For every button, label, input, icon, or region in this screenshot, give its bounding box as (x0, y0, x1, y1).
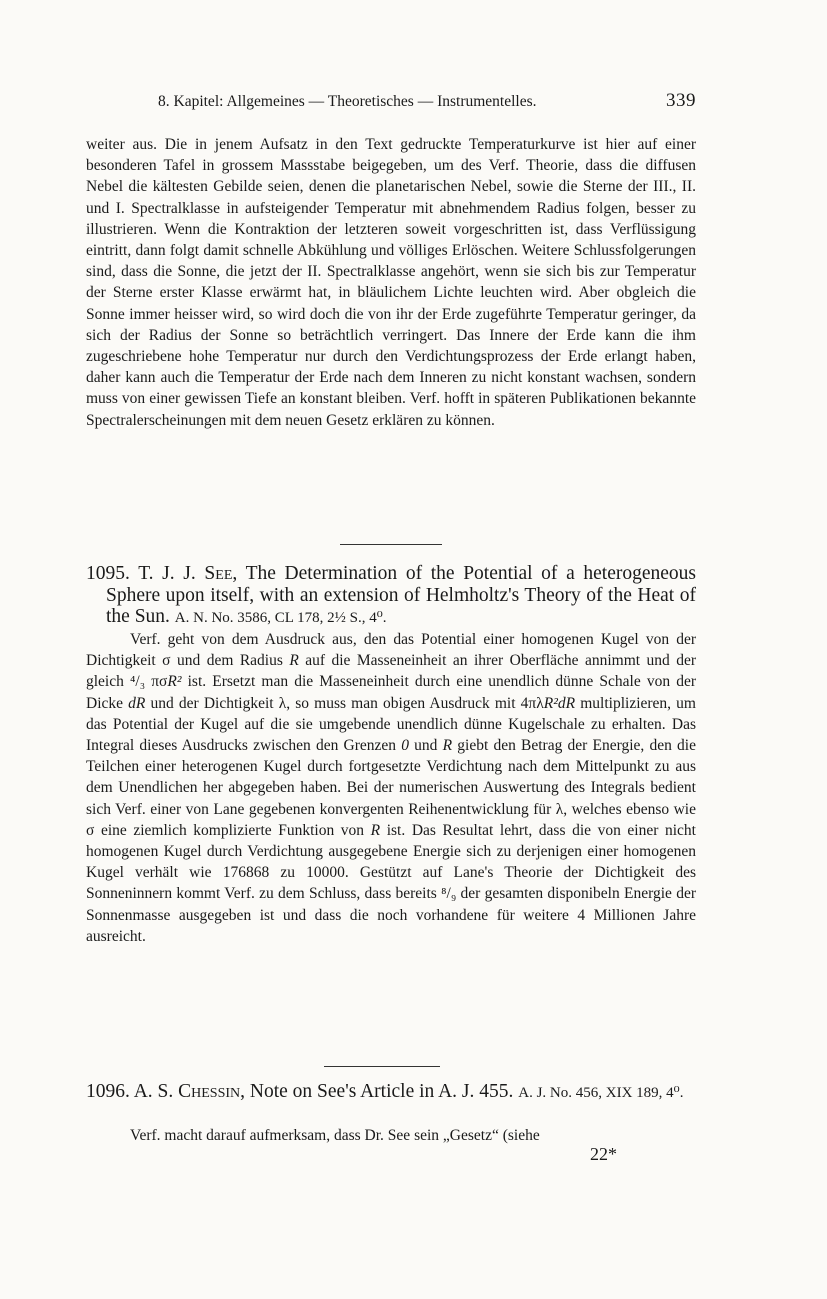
math-symbol: dR (128, 694, 146, 712)
text-run: auf die Masseneinheit an ihrer Oberfläche annimmt und der gleich ⁴/₃ πσ (86, 652, 696, 691)
math-symbol: R (370, 821, 381, 839)
running-title: 8. Kapitel: Allgemeines — Theoretisches — Instrumentelles. (158, 93, 537, 110)
entry-number: 1096. (86, 1081, 130, 1102)
page-number: 339 (666, 90, 696, 111)
entry-1096-heading (86, 1081, 696, 1105)
author-initials: A. S. (133, 1081, 174, 1102)
entry-number: 1095. (86, 563, 130, 584)
entry-reference: A. J. No. 456, XIX 189, 4⁰. (518, 1085, 684, 1101)
paragraph-continuation: weiter aus. Die in jenem Aufsatz in den Text gedruckte Temperaturkurve ist hier auf einer besonderen Tafel in grossem Massstabe beigegeben, um des Verf. Theorie, dass die diffusen Nebel die kältesten Gebilde seien, denen die planetarischen Nebel, sowie die Sterne der III., II. und I. Spectralklasse in aufsteigender Temperatur mit abnehmendem Radius folgen, besser zu illustrieren. Wenn die Kontraktion der letzteren soweit vorgeschritten ist, dass Verflüssigung eintritt, dann folgt damit schnelle Abkühlung und völliges Erlöschen. Weitere Schlussfolgerungen sind, dass die Sonne, die jetzt der II. Spectralklasse angehört, wenn sie sich bis zur Temperatur der Sterne erster Klasse erwärmt hat, in bläulichem Lichte leuchten wird. Aber obgleich die Sonne immer heisser wird, so wird doch die von ihr der Erde zugeführte Temperatur geringer, da sich der Radius der Sonne so beträchtlich verringert. Das Innere der Erde kann die ihm zugeschriebene hohe Temperatur nur durch den Verdichtungsprozess der Erde erlangt haben, daher kann auch die Temperatur der Erde nach dem Inneren zu nicht konstant wachsen, sondern muss von einer gewissen Tiefe an konstant bleiben. Verf. hofft in späteren Publikationen bekannte Spectralerscheinungen mit dem neuen Gesetz erklären zu können. (86, 136, 696, 429)
separator-rule (324, 1066, 440, 1067)
text-run: Verf. geht von dem Ausdruck aus, den das Potential einer homogenen Kugel von der Dichtigkeit σ und dem Radius (86, 631, 696, 670)
entry-1095-heading (86, 563, 696, 630)
running-header (86, 90, 696, 112)
author-initials: T. J. J. (138, 563, 196, 584)
entry-title: Note on See's Article in A. J. 455. (249, 1081, 514, 1102)
text-run: giebt den Betrag der Energie, den die Teilchen einer heterogenen Kugel durch fortgesetzte Verdichtung nach dem Mittelpunkt zu aus dem Unendlichen her abgegeben haben. Bei der numerischen Auswertung des Integrals bedient sich Verf. einer von Lane gegebenen konvergenten Reihenentwicklung für λ, welches ebenso wie σ eine ziemlich komplizierte Funktion von (86, 737, 696, 839)
author-name: See, (204, 563, 238, 584)
text-run: multiplizieren, um das Potential der Kugel auf die sie umgebende unendlich dünne Kugelschale zu erhalten. Das Integral dieses Ausdrucks zwischen den Grenzen (86, 694, 696, 755)
text-run: ist. Das Resultat lehrt, dass die von einer nicht homogenen Kugel durch Verdichtung ausgegebene Energie sich zu derjenigen einer homogenen Kugel verhält wie 176868 zu 10000. Gestützt auf Lane's Theorie der Dichtigkeit des Sonneninnern kommt Verf. zu dem Schluss, dass bereits ⁸/₉ der gesamten disponibeln Energie der Sonnenmasse ausgegeben ist und dass die noch vorhandene für weitere 4 Millionen Jahre ausreicht. (86, 821, 696, 945)
paragraph-summary-1096: Verf. macht darauf aufmerksam, dass Dr. See sein „Gesetz“ (siehe (130, 1127, 540, 1144)
entry-title: The Determination of the Potential of a heterogeneous Sphere upon itself, with an extension of Helmholtz's Theory of the Heat of the Sun. (106, 563, 696, 627)
entry-reference: A. N. No. 3586, CL 178, 2½ S., 4⁰. (174, 610, 387, 626)
author-name: Chessin, (178, 1081, 246, 1102)
math-symbol: 0 (401, 737, 409, 755)
math-symbol: R (442, 737, 453, 755)
separator-rule (340, 544, 442, 545)
signature-mark: 22* (590, 1144, 617, 1164)
text-run: und (408, 737, 443, 755)
math-symbol: R²dR (543, 694, 576, 712)
math-symbol: R (289, 652, 299, 670)
text-run: ist. Ersetzt man die Masseneinheit durch eine unendlich dünne Schale von der Dicke (86, 673, 696, 712)
paragraph-summary-1095 (86, 629, 696, 947)
math-symbol: R² (167, 673, 182, 691)
text-run: und der Dichtigkeit λ, so muss man obigen Ausdruck mit 4πλ (145, 694, 544, 712)
